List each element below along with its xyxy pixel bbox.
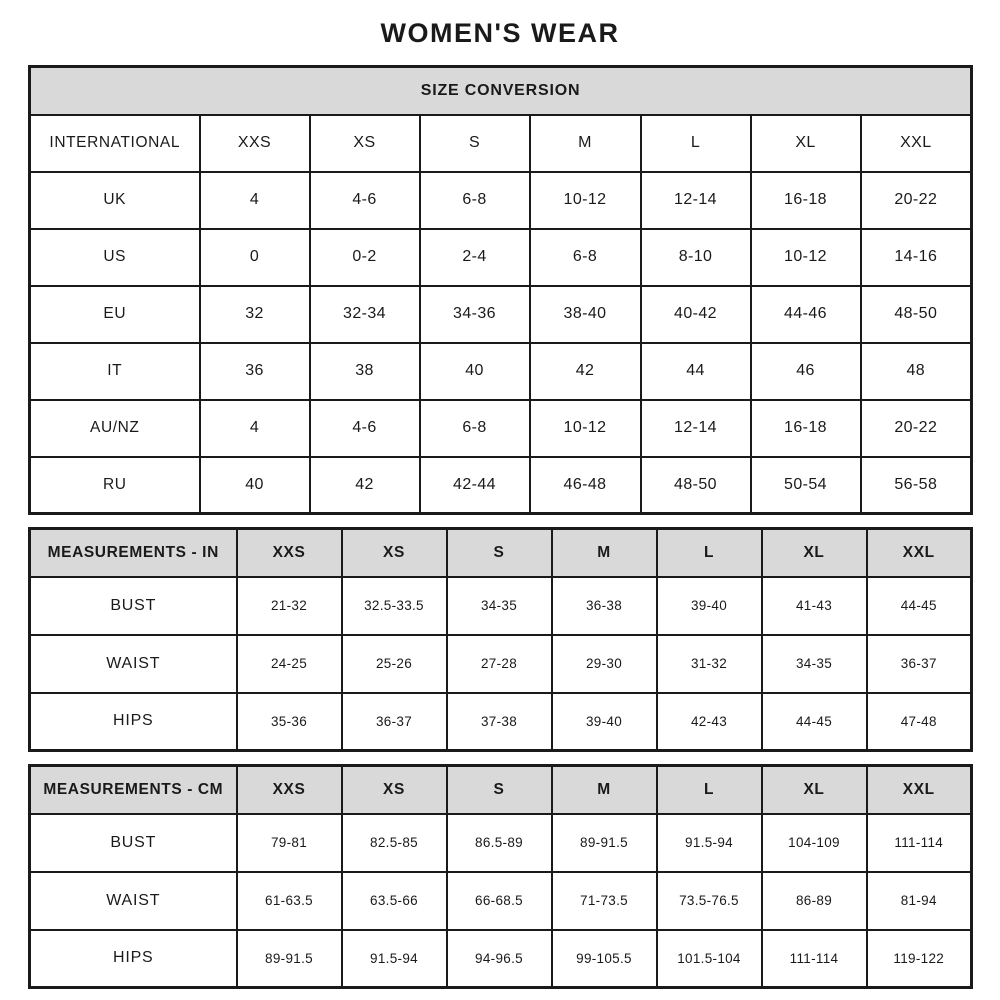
- row-label: WAIST: [30, 635, 237, 693]
- table-cell: 10-12: [530, 400, 641, 457]
- table-row-bust-cm: [30, 814, 972, 872]
- table-cell: 71-73.5: [552, 872, 657, 930]
- row-label: US: [30, 229, 200, 286]
- table-cell: 6-8: [530, 229, 641, 286]
- table-cell: 82.5-85: [342, 814, 447, 872]
- table-cell: 35-36: [237, 693, 342, 751]
- row-label: BUST: [30, 814, 237, 872]
- table-header-row: [30, 67, 972, 115]
- table-cell: 42: [530, 343, 641, 400]
- size-header: XXS: [237, 766, 342, 814]
- table-cell: 36: [200, 343, 310, 400]
- table-row-waist-cm: [30, 872, 972, 930]
- table-cell: 38-40: [530, 286, 641, 343]
- size-header: L: [657, 766, 762, 814]
- table-cell: 4-6: [310, 400, 420, 457]
- table-cell: 94-96.5: [447, 930, 552, 988]
- table-cell: 38: [310, 343, 420, 400]
- table-cell: 47-48: [867, 693, 972, 751]
- column-header: INTERNATIONAL: [30, 115, 200, 172]
- column-header: M: [530, 115, 641, 172]
- table-row-waist-in: [30, 635, 972, 693]
- table-cell: 2-4: [420, 229, 530, 286]
- table-row-hips-in: [30, 693, 972, 751]
- table-cell: 46: [751, 343, 861, 400]
- table-cell: 10-12: [751, 229, 861, 286]
- table-cell: 8-10: [641, 229, 751, 286]
- table-cell: 4: [200, 400, 310, 457]
- table-cell: 32.5-33.5: [342, 577, 447, 635]
- table-cell: 34-35: [447, 577, 552, 635]
- table-cell: 40: [420, 343, 530, 400]
- column-header: XXS: [200, 115, 310, 172]
- table-cell: 48-50: [861, 286, 972, 343]
- table-cell: 50-54: [751, 457, 861, 514]
- table-cell: 25-26: [342, 635, 447, 693]
- table-cell: 31-32: [657, 635, 762, 693]
- table-cell: 111-114: [867, 814, 972, 872]
- table-cell: 101.5-104: [657, 930, 762, 988]
- table-cell: 104-109: [762, 814, 867, 872]
- size-header: L: [657, 529, 762, 577]
- table-row-uk: [30, 172, 972, 229]
- row-label: AU/NZ: [30, 400, 200, 457]
- column-header: L: [641, 115, 751, 172]
- size-header: S: [447, 766, 552, 814]
- measurements-cm-table: [28, 764, 973, 989]
- size-header: M: [552, 766, 657, 814]
- table-cell: 79-81: [237, 814, 342, 872]
- table-header-row: [30, 766, 972, 814]
- table-row-aunz: [30, 400, 972, 457]
- measurements-cm-header: MEASUREMENTS - CM: [30, 766, 237, 814]
- row-label: HIPS: [30, 930, 237, 988]
- table-cell: 39-40: [552, 693, 657, 751]
- table-cell: 20-22: [861, 400, 972, 457]
- table-cell: 81-94: [867, 872, 972, 930]
- table-cell: 44-45: [867, 577, 972, 635]
- table-cell: 48: [861, 343, 972, 400]
- table-cell: 42-43: [657, 693, 762, 751]
- table-cell: 32: [200, 286, 310, 343]
- table-cell: 34-36: [420, 286, 530, 343]
- table-cell: 111-114: [762, 930, 867, 988]
- table-cell: 42: [310, 457, 420, 514]
- size-header: XXS: [237, 529, 342, 577]
- table-cell: 63.5-66: [342, 872, 447, 930]
- table-cell: 24-25: [237, 635, 342, 693]
- table-cell: 32-34: [310, 286, 420, 343]
- table-cell: 66-68.5: [447, 872, 552, 930]
- size-header: XS: [342, 529, 447, 577]
- column-header-row: [30, 115, 972, 172]
- table-cell: 89-91.5: [552, 814, 657, 872]
- column-header: XL: [751, 115, 861, 172]
- page-title: WOMEN'S WEAR: [380, 18, 620, 48]
- table-cell: 73.5-76.5: [657, 872, 762, 930]
- table-cell: 39-40: [657, 577, 762, 635]
- table-cell: 91.5-94: [657, 814, 762, 872]
- table-cell: 12-14: [641, 172, 751, 229]
- row-label: HIPS: [30, 693, 237, 751]
- table-cell: 6-8: [420, 172, 530, 229]
- table-cell: 29-30: [552, 635, 657, 693]
- table-row-hips-cm: [30, 930, 972, 988]
- table-cell: 16-18: [751, 172, 861, 229]
- table-cell: 46-48: [530, 457, 641, 514]
- table-cell: 86-89: [762, 872, 867, 930]
- table-cell: 4-6: [310, 172, 420, 229]
- table-cell: 61-63.5: [237, 872, 342, 930]
- table-cell: 41-43: [762, 577, 867, 635]
- size-header: XL: [762, 766, 867, 814]
- table-cell: 99-105.5: [552, 930, 657, 988]
- size-header: S: [447, 529, 552, 577]
- table-cell: 44-45: [762, 693, 867, 751]
- row-label: BUST: [30, 577, 237, 635]
- table-cell: 21-32: [237, 577, 342, 635]
- size-header: M: [552, 529, 657, 577]
- table-cell: 36-37: [342, 693, 447, 751]
- table-cell: 40: [200, 457, 310, 514]
- size-header: XXL: [867, 529, 972, 577]
- table-cell: 44: [641, 343, 751, 400]
- table-cell: 119-122: [867, 930, 972, 988]
- table-cell: 42-44: [420, 457, 530, 514]
- size-header: XXL: [867, 766, 972, 814]
- table-cell: 44-46: [751, 286, 861, 343]
- table-row-us: [30, 229, 972, 286]
- table-cell: 10-12: [530, 172, 641, 229]
- table-cell: 56-58: [861, 457, 972, 514]
- table-cell: 89-91.5: [237, 930, 342, 988]
- table-row-ru: [30, 457, 972, 514]
- size-conversion-table: [28, 65, 973, 515]
- table-cell: 12-14: [641, 400, 751, 457]
- table-cell: 34-35: [762, 635, 867, 693]
- table-header-row: [30, 529, 972, 577]
- table-cell: 37-38: [447, 693, 552, 751]
- column-header: XXL: [861, 115, 972, 172]
- table-cell: 0-2: [310, 229, 420, 286]
- table-cell: 4: [200, 172, 310, 229]
- row-label: RU: [30, 457, 200, 514]
- table-row-it: [30, 343, 972, 400]
- table-cell: 14-16: [861, 229, 972, 286]
- row-label: WAIST: [30, 872, 237, 930]
- table-cell: 16-18: [751, 400, 861, 457]
- table-row-eu: [30, 286, 972, 343]
- row-label: IT: [30, 343, 200, 400]
- table-cell: 27-28: [447, 635, 552, 693]
- table-cell: 86.5-89: [447, 814, 552, 872]
- table-cell: 40-42: [641, 286, 751, 343]
- column-header: XS: [310, 115, 420, 172]
- table-cell: 20-22: [861, 172, 972, 229]
- table-row-bust-in: [30, 577, 972, 635]
- measurements-in-header: MEASUREMENTS - IN: [30, 529, 237, 577]
- table-cell: 48-50: [641, 457, 751, 514]
- row-label: UK: [30, 172, 200, 229]
- size-header: XS: [342, 766, 447, 814]
- column-header: S: [420, 115, 530, 172]
- measurements-in-table: [28, 527, 973, 752]
- table-cell: 36-38: [552, 577, 657, 635]
- size-conversion-header: SIZE CONVERSION: [30, 67, 972, 115]
- table-cell: 91.5-94: [342, 930, 447, 988]
- table-cell: 36-37: [867, 635, 972, 693]
- table-cell: 6-8: [420, 400, 530, 457]
- size-header: XL: [762, 529, 867, 577]
- row-label: EU: [30, 286, 200, 343]
- table-cell: 0: [200, 229, 310, 286]
